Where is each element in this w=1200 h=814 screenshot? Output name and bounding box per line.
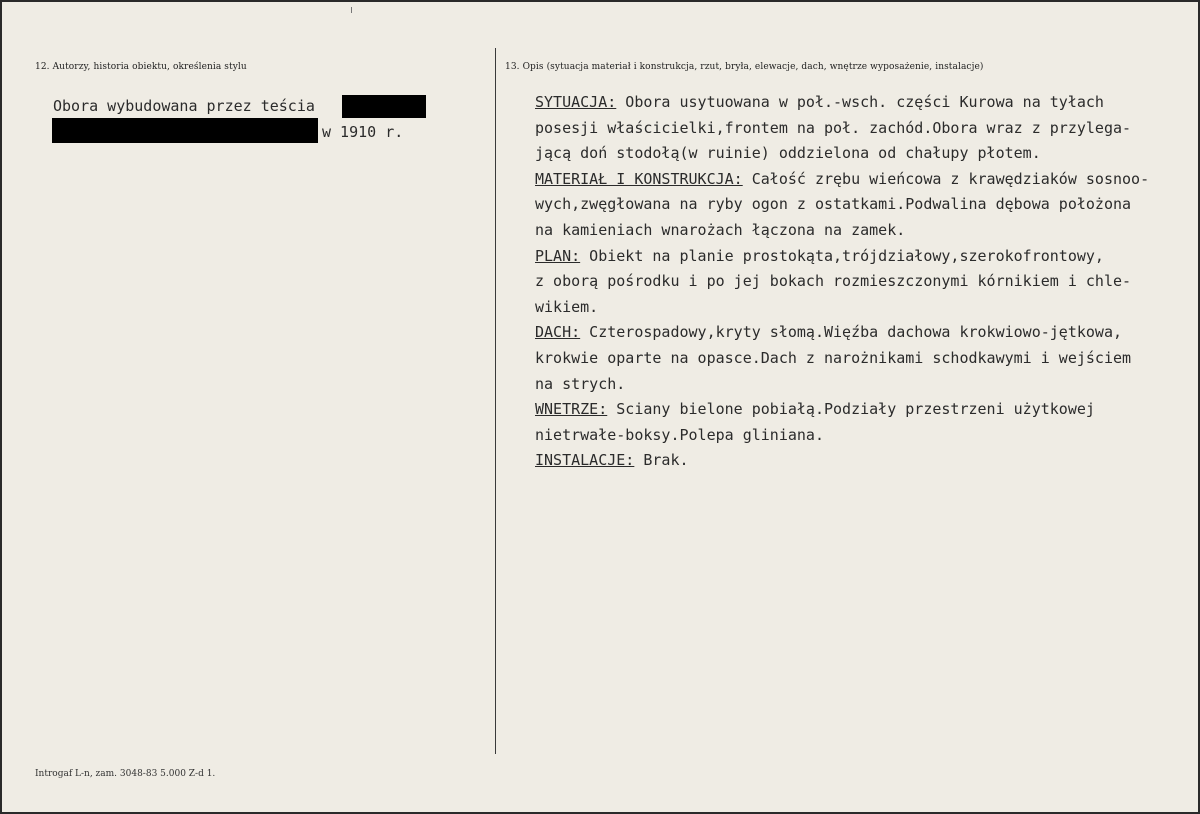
- printer-footer: Introgaf L-n, zam. 3048-83 5.000 Z-d 1.: [35, 769, 216, 779]
- description-line: z oborą pośrodku i po jej bokach rozmieszczonymi kórnikiem i chle-: [535, 272, 1132, 291]
- description-line: WNETRZE: Sciany bielone pobiałą.Podziały przestrzeni użytkowej: [535, 400, 1095, 419]
- description-line: INSTALACJE: Brak.: [535, 451, 689, 470]
- description-line: wych,zwęgłowana na ryby ogon z ostatkami.Podwalina dębowa położona: [535, 195, 1132, 214]
- description-line: MATERIAŁ I KONSTRUKCJA: Całość zrębu wieńcowa z krawędziaków sosnoo-: [535, 169, 1150, 188]
- description-block: [535, 90, 1149, 474]
- heading-instalacje: INSTALACJE:: [535, 451, 635, 470]
- description-line: wikiem.: [535, 297, 599, 316]
- description-line: PLAN: Obiekt na planie prostokąta,trójdziałowy,szerokofrontowy,: [535, 246, 1104, 265]
- description-line: nietrwałe-boksy.Polepa gliniana.: [535, 425, 824, 444]
- margin-tick: [351, 7, 352, 13]
- heading-sytuacja: SYTUACJA:: [535, 93, 617, 111]
- description-line: na strych.: [535, 374, 626, 393]
- column-divider: [495, 48, 496, 754]
- redaction-block-2: [52, 118, 318, 143]
- description-line: jącą doń stodołą(w ruinie) oddzielona od chałupy płotem.: [535, 144, 1041, 163]
- redaction-block-1: [342, 95, 426, 118]
- history-line-1: Obora wybudowana przez teścia: [53, 97, 315, 115]
- heading-dach: DACH:: [535, 323, 581, 342]
- description-line: SYTUACJA: Obora usytuowana w poł.-wsch. części Kurowa na tyłach: [535, 93, 1104, 111]
- history-line-2: w 1910 r.: [322, 123, 404, 141]
- section-12-label: 12. Autorzy, historia obiektu, określenia stylu: [35, 62, 247, 72]
- heading-material: MATERIAŁ I KONSTRUKCJA:: [535, 169, 743, 188]
- description-line: krokwie oparte na opasce.Dach z narożnikami schodkawymi i wejściem: [535, 348, 1132, 367]
- description-line: DACH: Czterospadowy,kryty słomą.Więźba dachowa krokwiowo-jętkowa,: [535, 323, 1123, 342]
- section-13-label: 13. Opis (sytuacja materiał i konstrukcja, rzut, bryła, elewacje, dach, wnętrze wyposażenie, instalacje): [505, 62, 984, 72]
- heading-plan: PLAN:: [535, 246, 581, 265]
- heading-wnetrze: WNETRZE:: [535, 400, 608, 419]
- description-line: posesji właścicielki,frontem na poł. zachód.Obora wraz z przylega-: [535, 118, 1132, 137]
- description-line: na kamieniach wnarożach łączona na zamek.: [535, 220, 906, 239]
